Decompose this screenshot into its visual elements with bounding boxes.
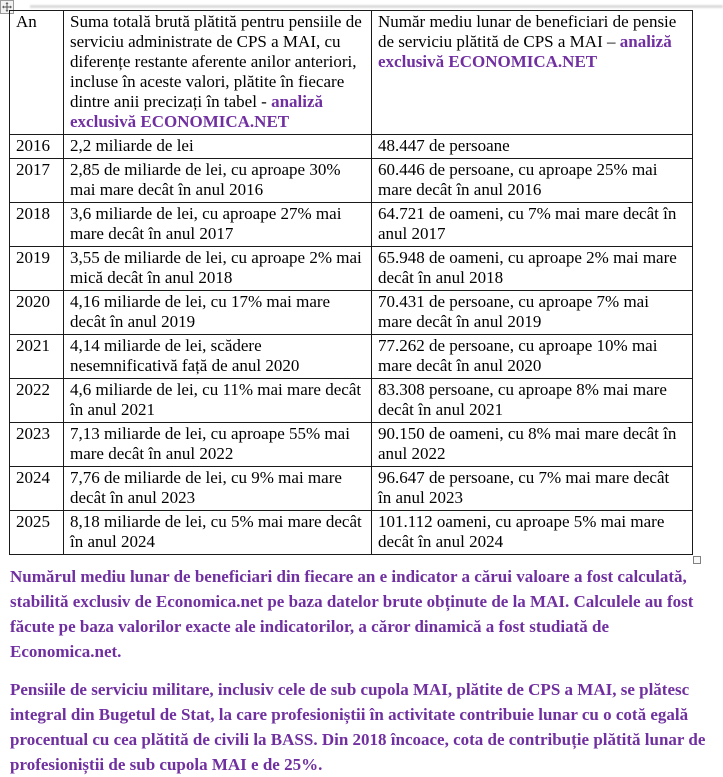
table-row xyxy=(10,203,693,247)
table-row xyxy=(10,379,693,423)
header-beneficiaries-highlight: analiză exclusivă ECONOMICA.NET xyxy=(378,32,672,71)
beneficiaries-cell: 64.721 de oameni, cu 7% mai mare decât în anul 2017 xyxy=(372,203,693,247)
beneficiaries-cell: 48.447 de persoane xyxy=(372,135,693,159)
table-row xyxy=(10,423,693,467)
sum-cell: 4,14 miliarde de lei, scădere nesemnificativă față de anul 2020 xyxy=(64,335,372,379)
year-cell: 2025 xyxy=(10,511,64,555)
header-sum xyxy=(64,11,372,135)
beneficiaries-cell: 65.948 de oameni, cu aproape 2% mai mare decât în anul 2018 xyxy=(372,247,693,291)
sum-cell: 4,6 miliarde de lei, cu 11% mai mare decât în anul 2021 xyxy=(64,379,372,423)
table-row xyxy=(10,291,693,335)
table-row xyxy=(10,135,693,159)
sum-cell: 4,16 miliarde de lei, cu 17% mai mare decât în anul 2019 xyxy=(64,291,372,335)
table-resize-handle[interactable] xyxy=(693,556,701,564)
year-cell: 2022 xyxy=(10,379,64,423)
pension-table-container xyxy=(9,10,692,555)
header-beneficiaries xyxy=(372,11,693,135)
cropped-edge-artifact xyxy=(30,5,723,8)
beneficiaries-cell: 60.446 de persoane, cu aproape 25% mai mare decât în anul 2016 xyxy=(372,159,693,203)
sum-cell: 2,85 de miliarde de lei, cu aproape 30% mai mare decât în anul 2016 xyxy=(64,159,372,203)
header-sum-highlight: analiză exclusivă ECONOMICA.NET xyxy=(70,92,324,131)
sum-cell: 2,2 miliarde de lei xyxy=(64,135,372,159)
table-row xyxy=(10,511,693,555)
table-header-row xyxy=(10,11,693,135)
analysis-notes xyxy=(10,564,715,777)
note-paragraph-beneficiaries: Numărul mediu lunar de beneficiari din fiecare an e indicator a cărui valoare a fost calculată, stabilită exclusiv de Economica.net pe baza datelor brute obținute de la MAI. Calculele au fost făcute pe baza valorilor exacte ale indicatorilor, a căror dinamică a fost studiată de Economica.net. xyxy=(10,567,694,661)
beneficiaries-cell: 77.262 de persoane, cu aproape 10% mai mare decât în anul 2020 xyxy=(372,335,693,379)
table-row xyxy=(10,467,693,511)
header-year: An xyxy=(10,11,64,135)
table-row xyxy=(10,159,693,203)
header-sum-text: Suma totală brută plătită pentru pensiile de serviciu administrate de CPS a MAI, cu diferențe restante aferente anilor anteriori, incluse în aceste valori, plătite în fiecare dintre anii precizați în tabel - xyxy=(70,12,362,111)
year-cell: 2018 xyxy=(10,203,64,247)
year-cell: 2017 xyxy=(10,159,64,203)
sum-cell: 8,18 miliarde de lei, cu 5% mai mare decât în anul 2024 xyxy=(64,511,372,555)
year-cell: 2024 xyxy=(10,467,64,511)
pension-table xyxy=(9,10,693,555)
sum-cell: 3,6 miliarde de lei, cu aproape 27% mai mare decât în anul 2017 xyxy=(64,203,372,247)
beneficiaries-cell: 101.112 oameni, cu aproape 5% mai mare decât în anul 2024 xyxy=(372,511,693,555)
note-paragraph-contributions: Pensiile de serviciu militare, inclusiv cele de sub cupola MAI, plătite de CPS a MAI, se plătesc integral din Bugetul de Stat, la care profesioniștii în activitate contribuie lunar cu o cotă egală procentual cu cea plătită de civili la BASS. Din 2018 încoace, cota de contribuție plătită lunar de profesioniștii de sub cupola MAI e de 25%. xyxy=(10,680,706,774)
beneficiaries-cell: 96.647 de persoane, cu 7% mai mare decât în anul 2023 xyxy=(372,467,693,511)
sum-cell: 7,76 de miliarde de lei, cu 9% mai mare decât în anul 2023 xyxy=(64,467,372,511)
sum-cell: 7,13 miliarde de lei, cu aproape 55% mai mare decât în anul 2022 xyxy=(64,423,372,467)
year-cell: 2021 xyxy=(10,335,64,379)
sum-cell: 3,55 de miliarde de lei, cu aproape 2% mai mică decât în anul 2018 xyxy=(64,247,372,291)
beneficiaries-cell: 90.150 de oameni, cu 8% mai mare decât în anul 2022 xyxy=(372,423,693,467)
year-cell: 2020 xyxy=(10,291,64,335)
beneficiaries-cell: 83.308 persoane, cu aproape 8% mai mare decât în anul 2021 xyxy=(372,379,693,423)
table-row xyxy=(10,335,693,379)
header-beneficiaries-text: Număr mediu lunar de beneficiari de pensie de serviciu plătită de CPS a MAI – xyxy=(378,12,677,51)
year-cell: 2016 xyxy=(10,135,64,159)
table-row xyxy=(10,247,693,291)
year-cell: 2023 xyxy=(10,423,64,467)
year-cell: 2019 xyxy=(10,247,64,291)
beneficiaries-cell: 70.431 de persoane, cu aproape 7% mai mare decât în anul 2019 xyxy=(372,291,693,335)
